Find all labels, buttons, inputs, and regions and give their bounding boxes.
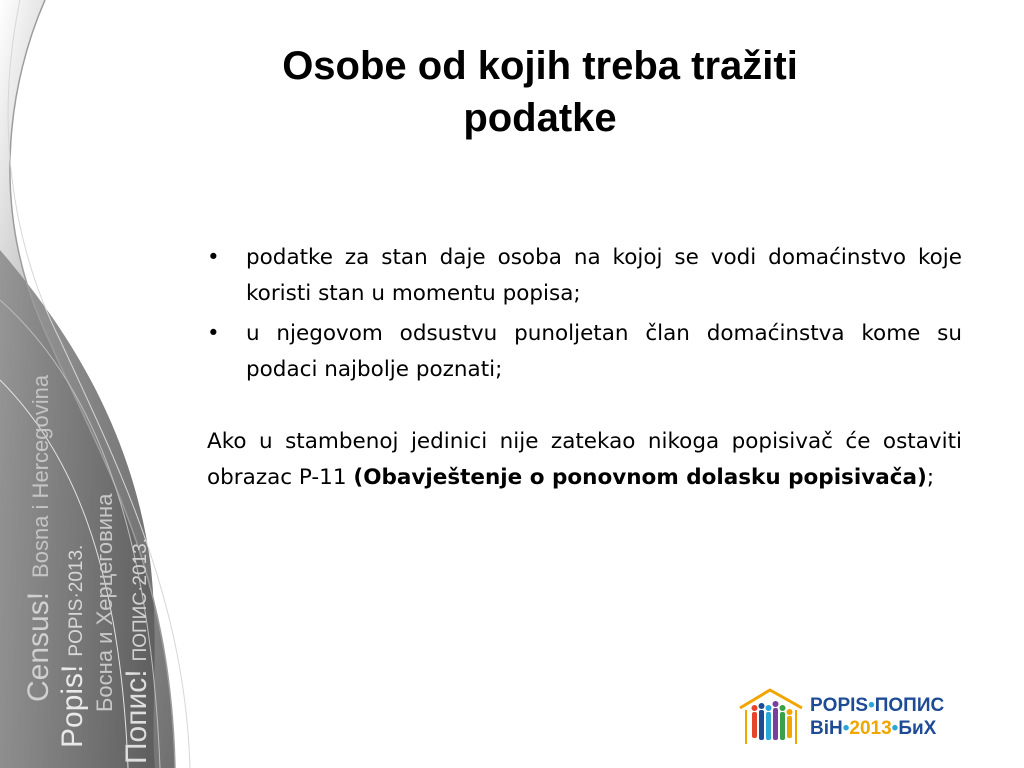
note-paragraph: [207, 424, 962, 496]
bullet-item: [207, 316, 962, 388]
paragraph-end-text: ;: [926, 465, 935, 490]
house-people-icon: [736, 686, 808, 746]
watermark-cyrillic-country-text: Босна и Херцеговина: [92, 493, 117, 712]
logo-text: [810, 694, 944, 740]
popis-bih-2013-logo: [736, 686, 976, 756]
paragraph-text: Ako u stambenoj jedinici nije zatekao nikoga popisivač će ostaviti obrazac P-11: [207, 429, 962, 490]
slide-title: Osobe od kojih treba tražiti podatke: [282, 44, 798, 140]
logo-text-top: POPIS•ПОПИС: [810, 695, 945, 716]
bullet-item: [207, 240, 962, 312]
slide-content: [207, 240, 962, 496]
paragraph-bold-text: (Obavještenje o ponovnom dolasku popisivača): [353, 465, 927, 490]
bullet-icon: •: [207, 321, 220, 346]
watermark-cyrillic-popis-text: Попис!ПОПИС·2013.: [120, 538, 153, 764]
bullet-text: u njegovom odsustvu punoljetan član domaćinstva kome su podaci najbolje poznati;: [246, 321, 962, 382]
bullet-list: [207, 240, 962, 388]
watermark-popis-text: Popis!POPIS·2013.: [56, 544, 89, 748]
bullet-text: podatke za stan daje osoba na kojoj se vodi domaćinstvo koje koristi stan u momentu popisa;: [246, 245, 962, 306]
logo-text-bottom: BiH•2013•БиХ: [810, 718, 937, 739]
watermark-census-text: Census!Bosna i Hercegovina: [22, 374, 55, 702]
bullet-icon: •: [207, 245, 220, 270]
